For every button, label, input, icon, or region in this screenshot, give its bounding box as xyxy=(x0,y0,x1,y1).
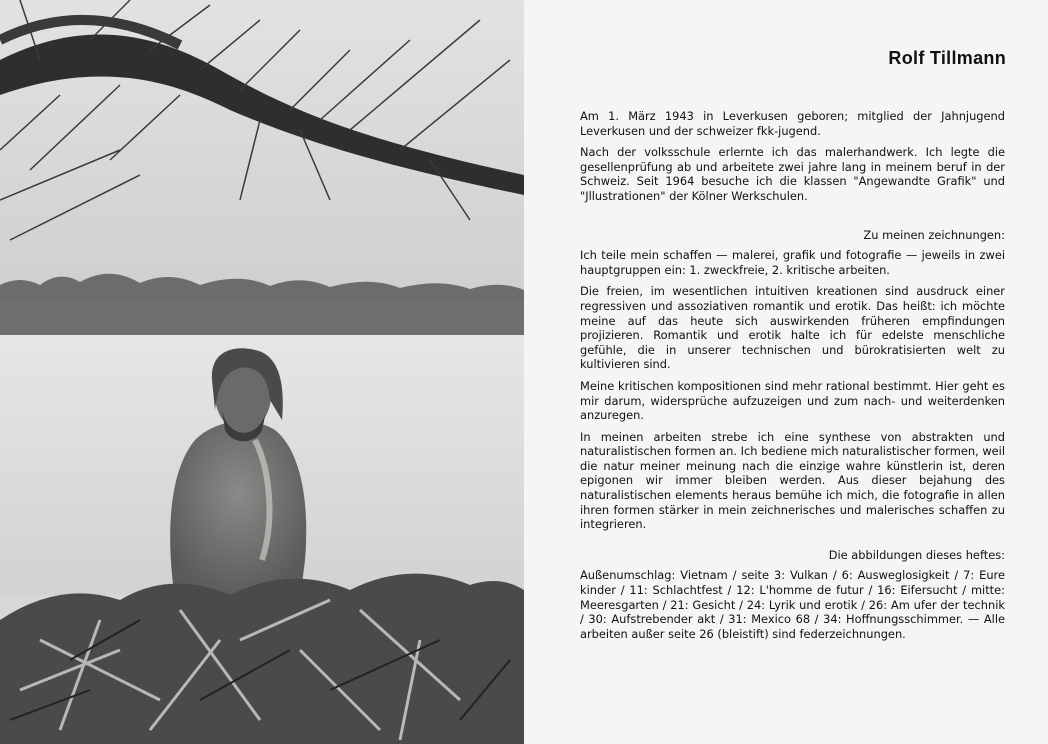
biography-page xyxy=(524,0,1048,744)
drawings-paragraph: Die freien, im wesentlichen intuitiven kreationen sind ausdruck einer regressiven und assoziativen romantik und erotik. Das heißt: ich möchte meine auf das heute sich auswirkenden früheren empfindungen projizieren. Romantik und erotik halte ich für edelste menschliche gefühle, die in unserer technischen und bürokratisierten welt zu kultivieren sind. xyxy=(580,284,1005,372)
illustrations-heading: Die abbildungen dieses heftes: xyxy=(828,547,1005,562)
body-text xyxy=(580,109,1005,648)
illustrations-list: Außenumschlag: Vietnam / seite 3: Vulkan / 6: Ausweglosigkeit / 7: Eure kinder / 11: Schlachtfest / 12: L'homme de futur / 16: Eifersucht / mitte: Meeresgarten / 21: Gesicht / 24: Lyrik und erotik / 26: Am ufer der technik / 30: Aufstrebender akt / 31: Mexico 68 / 34: Hoffnungsschimmer. — Alle arbeiten außer seite 26 (bleistift) sind federzeichnungen. xyxy=(580,568,1005,641)
biography-paragraph: Am 1. März 1943 in Leverkusen geboren; mitglied der Jahnjugend Leverkusen und der schweizer fkk-jugend. xyxy=(580,109,1005,138)
drawings-heading: Zu meinen zeichnungen: xyxy=(863,227,1005,242)
drawings-paragraph: Ich teile mein schaffen — malerei, grafik und fotografie — jeweils in zwei hauptgruppen ein: 1. zweckfreie, 2. kritische arbeiten. xyxy=(580,248,1005,277)
biography-paragraph: Nach der volksschule erlernte ich das malerhandwerk. Ich legte die gesellenprüfung ab und arbeitete zwei jahre lang in meinem beruf in der Schweiz. Seit 1964 besuche ich die klassen "Angewandte Grafik" und "Jllustrationen" der Kölner Werkschulen. xyxy=(580,145,1005,203)
drawings-paragraph: Meine kritischen kompositionen sind mehr rational bestimmt. Hier geht es mir darum, widersprüche aufzuzeigen und zum nach- und weiterdenken anzuregen. xyxy=(580,378,1005,423)
drawings-paragraph: In meinen arbeiten strebe ich eine synthese von abstrakten und naturalistischen formen an. Ich bediene mich naturalistischer formen, weil die natur meiner meinung nach die einzige wahre künstlerin ist, deren epigonen wir immer bleiben werden. Aus dieser bejahung des naturalistischen elements heraus bemühe ich mich, die fotografie in allen ihren formen stärker in mein zeichnerisches und malerisches schaffen zu integrieren. xyxy=(580,429,1005,532)
author-name: Rolf Tillmann xyxy=(888,48,1006,68)
